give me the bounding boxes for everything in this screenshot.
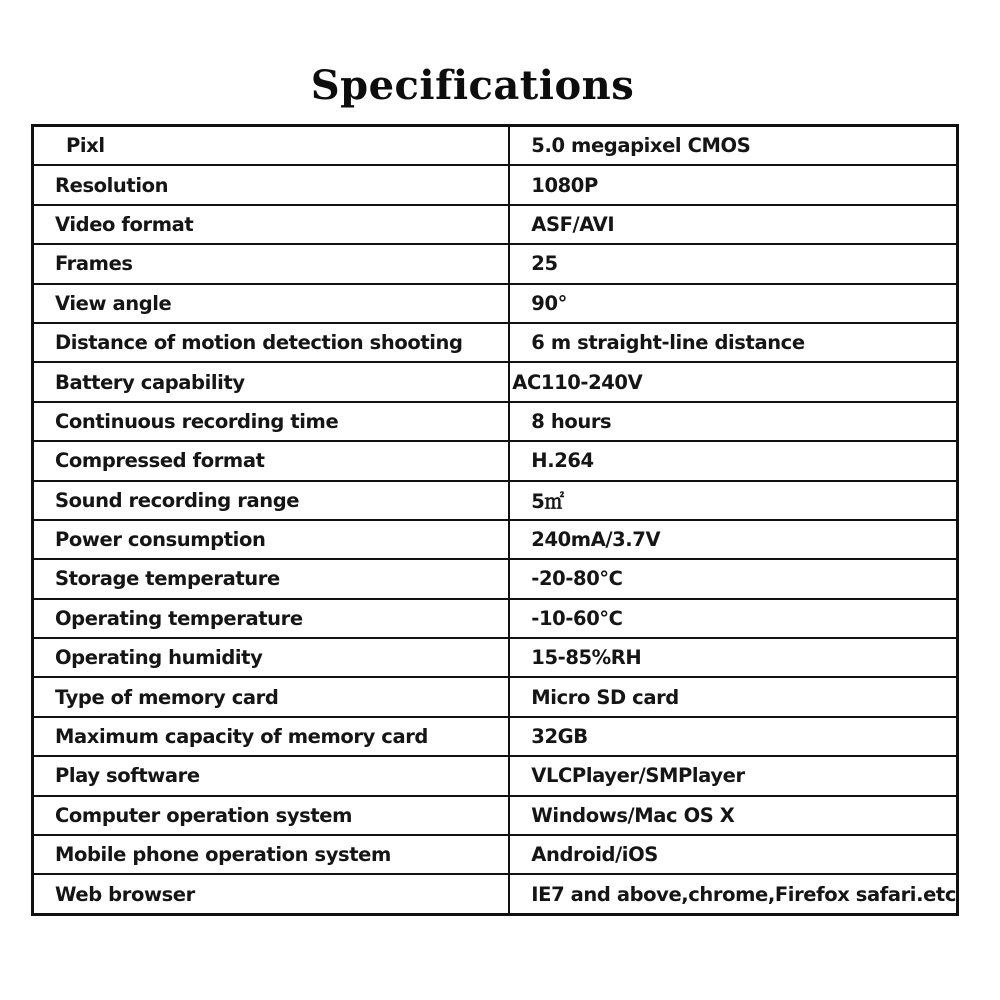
- spec-value: 25: [509, 244, 957, 283]
- table-row-battery-capability: [33, 362, 958, 401]
- spec-label: Mobile phone operation system: [33, 835, 510, 874]
- table-row-computer-os: [33, 796, 958, 835]
- table-row-memory-card-capacity: [33, 717, 958, 756]
- spec-value: 15-85%RH: [509, 638, 957, 677]
- table-row-power-consumption: [33, 520, 958, 559]
- spec-label: Power consumption: [33, 520, 510, 559]
- table-row-operating-temperature: [33, 599, 958, 638]
- table-row-continuous-recording-time: [33, 402, 958, 441]
- table-row-frames: [33, 244, 958, 283]
- spec-value: 90°: [509, 284, 957, 323]
- table-row-view-angle: [33, 284, 958, 323]
- spec-value: -20-80℃: [509, 559, 957, 598]
- spec-value: -10-60℃: [509, 599, 957, 638]
- spec-value: 32GB: [509, 717, 957, 756]
- table-row-storage-temperature: [33, 559, 958, 598]
- table-row-memory-card-type: [33, 677, 958, 716]
- table-row-web-browser: [33, 874, 958, 914]
- spec-value: 240mA/3.7V: [509, 520, 957, 559]
- spec-label: Battery capability: [33, 362, 510, 401]
- spec-label: Resolution: [33, 165, 510, 204]
- spec-label: Maximum capacity of memory card: [33, 717, 510, 756]
- table-row-operating-humidity: [33, 638, 958, 677]
- spec-value: 5.0 megapixel CMOS: [509, 126, 957, 166]
- spec-label: Type of memory card: [33, 677, 510, 716]
- spec-label: Play software: [33, 756, 510, 795]
- table-row-mobile-os: [33, 835, 958, 874]
- spec-label: View angle: [33, 284, 510, 323]
- page-title: Specifications: [310, 62, 635, 109]
- table-row-pixl: [33, 126, 958, 166]
- spec-value: ASF/AVI: [509, 205, 957, 244]
- spec-label: Video format: [33, 205, 510, 244]
- spec-value: 6 m straight-line distance: [509, 323, 957, 362]
- spec-value: Windows/Mac OS X: [509, 796, 957, 835]
- table-row-video-format: [33, 205, 958, 244]
- spec-value: AC110-240V: [509, 362, 957, 401]
- spec-label: Continuous recording time: [33, 402, 510, 441]
- spec-value: VLCPlayer/SMPlayer: [509, 756, 957, 795]
- spec-label: Web browser: [33, 874, 510, 914]
- specifications-table: [31, 124, 959, 916]
- spec-value: H.264: [509, 441, 957, 480]
- spec-label: Frames: [33, 244, 510, 283]
- spec-label: Sound recording range: [33, 481, 510, 520]
- spec-value: Micro SD card: [509, 677, 957, 716]
- specifications-table-body: [33, 126, 958, 915]
- spec-value: 1080P: [509, 165, 957, 204]
- spec-value: IE7 and above,chrome,Firefox safari.etc: [509, 874, 957, 914]
- table-row-resolution: [33, 165, 958, 204]
- spec-label: Operating temperature: [33, 599, 510, 638]
- spec-value: 5㎡: [509, 481, 957, 520]
- table-row-play-software: [33, 756, 958, 795]
- spec-label: Distance of motion detection shooting: [33, 323, 510, 362]
- spec-label: Computer operation system: [33, 796, 510, 835]
- spec-label: Compressed format: [33, 441, 510, 480]
- spec-value: 8 hours: [509, 402, 957, 441]
- spec-label: Pixl: [33, 126, 510, 166]
- table-row-motion-detection-distance: [33, 323, 958, 362]
- table-row-sound-recording-range: [33, 481, 958, 520]
- spec-label: Storage temperature: [33, 559, 510, 598]
- spec-label: Operating humidity: [33, 638, 510, 677]
- spec-value: Android/iOS: [509, 835, 957, 874]
- table-row-compressed-format: [33, 441, 958, 480]
